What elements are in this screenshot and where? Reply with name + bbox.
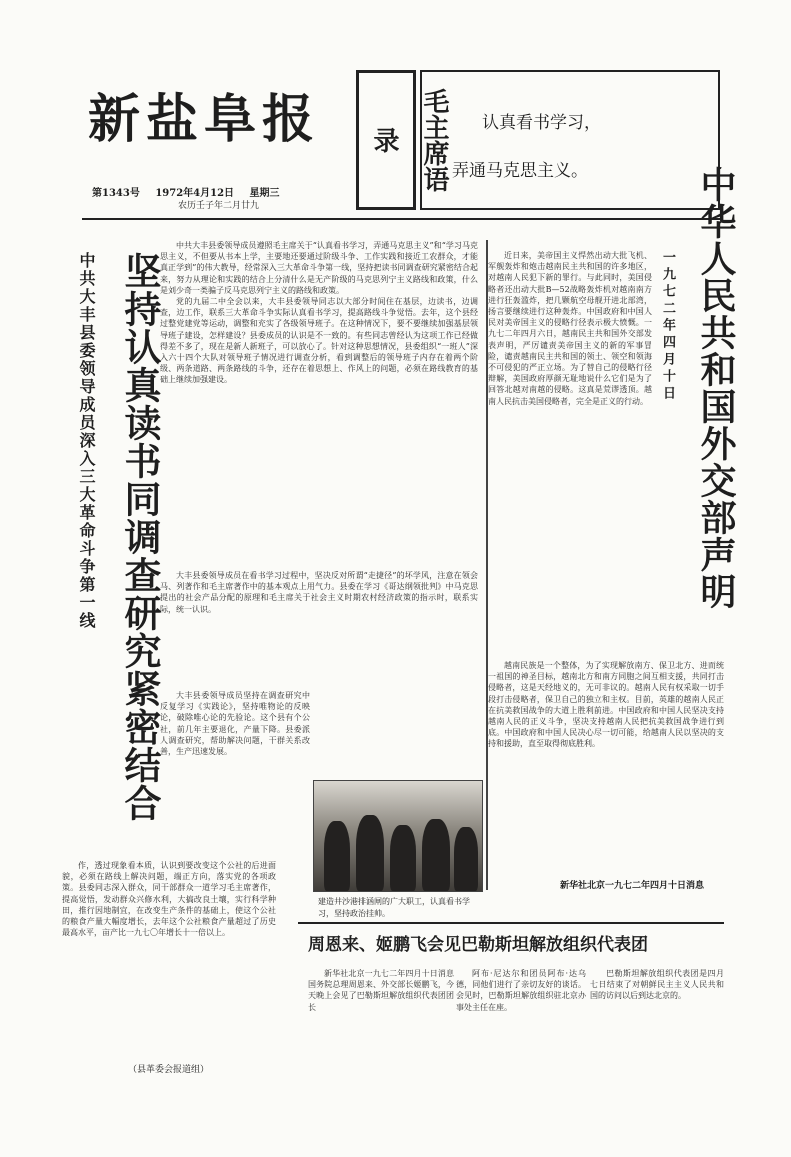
news-photo	[313, 780, 483, 892]
article-lead-paragraph: 中共大丰县委领导成员遵照毛主席关于“认真看书学习，弄通马克思主义”和“学习马克思主义，不但要从书本上学，主要地还要通过阶级斗争、工作实践和接近工农群众，才能真正学到”的伟大教导，经常深入三大革命斗争第一线，坚持把读书同调查研究紧密结合起来，努力从理论和实践的结合上分清什么是无产阶级的马克思列宁主义路线和政策，什么是刘少奇一类骗子反马克思列宁主义的路线和政策。	[160, 241, 478, 295]
issue-weekday: 星期三	[249, 188, 280, 199]
issue-number: 第1343号	[92, 188, 140, 199]
article-paragraph-1: 党的九届二中全会以来，大丰县委领导同志以大部分时间住在基层，边读书，边调查，边工作，联系三大革命斗争实际认真看书学习，提高路线斗争觉悟。去年，这个县经过整党建党等运动，调整和充实了各级领导班子。在这种情况下，要不要继续加强基层领导班子建设，怎样建设？县委成员的认识是不一致的。有些同志曾经认为这项工作已经做得差不多了，现在是新人新班子，可以放心了。针对这种思想情况，县委组织“一班人”深入六十四个大队对领导班子情况进行调查分析，看到调整后的领导班子内存在着两个阶级、两条道路、两条路线的斗争，还存在着思想上、作风上的问题，必须在路线教育的基础上继续加强建设。	[160, 297, 478, 385]
zhou-column-1	[308, 968, 462, 1028]
quote-label: 毛主席语录	[369, 88, 449, 192]
article-body-lead	[160, 240, 478, 570]
article-column-a	[160, 690, 310, 860]
declaration-dateline: 新华社北京一九七二年四月十日消息	[560, 881, 705, 891]
issue-date: 1972年4月12日	[155, 188, 235, 199]
declaration-paragraph-1: 近日来，美帝国主义悍然出动大批飞机、军舰轰炸和炮击越南民主共和国的许多地区，对越南人民犯下新的罪行。与此同时，美国侵略者还出动大批B—52战略轰炸机对越南南方进行狂轰滥炸，把几颗航空母舰开进北部湾，扬言要继续进行这种轰炸。中国政府和中国人民对美帝国主义的侵略行径表示极大愤慨。一九七二年四月六日，越南民主共和国外交部发表声明，严厉谴责美帝国主义的新的军事冒险，谴责越南民主共和国的领土、领空和领海不可侵犯的严正立场。为了替自己的侵略行径辩解，美国政府厚颜无耻地说什么它们是为了回答北越对南越的侵略。这真是荒谬透顶。越南人民抗击美国侵略者，完全是正义的行动。	[488, 251, 652, 406]
zhou-paragraph-2: 阿布·尼达尔和团员阿布·达乌德，同他们进行了亲切友好的谈话。会见时，巴勒斯坦解放组织驻北京办事处主任在座。	[456, 969, 586, 1012]
zhou-column-2	[456, 968, 586, 1028]
declaration-paragraph-2: 越南民族是一个整体，为了实现解放南方、保卫北方、进而统一祖国的神圣目标，越南北方和南方同胞之间互相支援，共同打击侵略者，这是天经地义的，无可非议的。越南人民有权采取一切手段打击侵略者，保卫自己的独立和主权。目前，英雄的越南人民正在抗美救国战争的大道上胜利前进。中国政府和中国人民坚决支持越南人民的正义斗争，坚决支持越南人民把抗美救国战争进行到底。中国政府和中国人民决心尽一切可能，给越南人民以坚决的支持和援助，直至取得彻底胜利。	[488, 661, 724, 749]
quote-box	[420, 70, 720, 210]
quote-label-box	[356, 70, 449, 210]
article-paragraph-3: 大丰县委领导成员坚持在调查研究中反复学习《实践论》，坚持唯物论的反映论，破除唯心论的先验论。这个县有个公社，前几年主要退化，产量下降。县委派人调查研究，帮助解决问题，干群关系改善，生产迅速发展。	[160, 691, 310, 757]
zhou-paragraph-1: 新华社北京一九七二年四月十日消息 国务院总理周恩来、外交部长姬鹏飞，今天晚上会见了巴勒斯坦解放组织代表团团长	[308, 969, 462, 1012]
photo-figure	[390, 825, 416, 891]
masthead-divider	[82, 218, 722, 220]
declaration-date: 一九七二年四月十日	[660, 250, 675, 403]
quote-line-1: 认真看书学习，	[482, 113, 601, 133]
photo-figure	[356, 815, 384, 891]
photo-figure	[324, 821, 350, 891]
article-sub-headline: 中共大丰县委领导成员深入三大革命斗争第一线	[77, 252, 96, 630]
photo-figure	[454, 827, 478, 891]
article-column-b	[62, 860, 276, 1050]
article-paragraph-2: 大丰县委领导成员在看书学习过程中，坚决反对所谓“走捷径”的坏学风，注意在领会马、列著作和毛主席著作中的基本观点上用气力。县委在学习《哥达纲领批判》中马克思提出的社会产品分配的原理和毛主席关于社会主义时期农村经济政策的指示时，联系实际，统一认识。	[160, 571, 478, 614]
declaration-body-top	[488, 250, 652, 656]
section-divider	[298, 922, 724, 924]
issue-info	[92, 184, 292, 199]
newspaper-title: 新盐阜报	[88, 90, 321, 150]
zhou-column-3	[590, 968, 724, 1028]
photo-figure	[422, 819, 450, 891]
zhou-paragraph-3: 巴勒斯坦解放组织代表团是四月七日结束了对朝鲜民主主义人民共和国的访问以后到达北京的。	[590, 969, 724, 1001]
quote-line-2: 弄通马克思主义。	[452, 161, 588, 181]
article-body-2	[160, 570, 478, 690]
declaration-headline: 中华人民共和国外交部声明	[695, 166, 736, 610]
zhou-headline: 周恩来、姬鹏飞会见巴勒斯坦解放组织代表团	[308, 935, 648, 955]
lunar-date: 农历壬子年二月廿九	[178, 201, 260, 211]
masthead	[88, 70, 350, 170]
declaration-body-bottom	[488, 660, 724, 880]
article-headline: 坚持认真读书同调查研究紧密结合	[118, 252, 161, 822]
photo-caption: 建造井沙港排涵闸的广大职工，认真看书学习，坚持政治挂帅。	[318, 897, 470, 918]
article-byline: （县革委会报道组）	[128, 1065, 210, 1075]
article-paragraph-4: 作，透过现象看本质，认识到要改变这个公社的后进面貌，必须在路线上解决问题，端正方向，落实党的各项政策。县委同志深入群众，同干部群众一道学习毛主席著作，提高觉悟，发动群众兴修水利，大搞改良土壤，实行科学种田，推行因地制宜，在改变生产条件的基础上，使这个公社的粮食产量大幅度增长，去年这个公社粮食产量超过了历史最高水平，亩产比一九七〇年增长十一倍以上。	[62, 861, 276, 938]
